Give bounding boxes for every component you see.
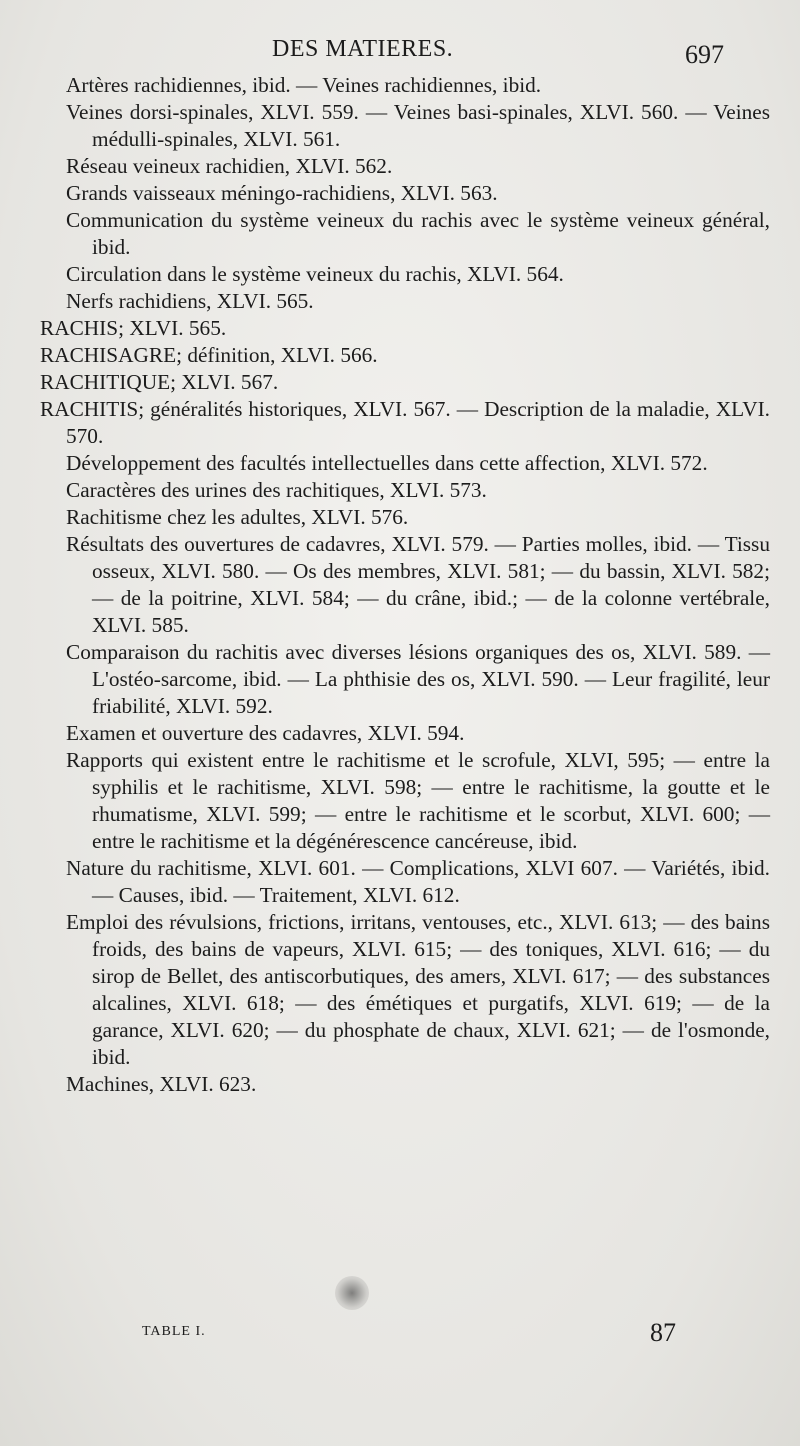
page-footer [0, 1318, 800, 1358]
index-entry: Emploi des révulsions, frictions, irritans, ventouses, etc., XLVI. 613; — des bains froids, des bains de vapeurs, XLVI. 615; — des toniques, XLVI. 616; — du sirop de Bellet, des antiscorbutiques, des amers, XLVI. 617; — des substances alcalines, XLVI. 618; — des émétiques et purgatifs, XLVI. 619; — de la garance, XLVI. 620; — du phosphate de chaux, XLVI. 621; — de l'osmonde, ibid. [66, 910, 770, 1069]
signature-mark: TABLE I. [142, 1324, 206, 1339]
index-entry: Examen et ouverture des cadavres, XLVI. 594. [66, 721, 465, 745]
index-entry: Circulation dans le système veineux du rachis, XLVI. 564. [66, 262, 564, 286]
index-entry: Résultats des ouvertures de cadavres, XLVI. 579. — Parties molles, ibid. — Tissu osseux, XLVI. 580. — Os des membres, XLVI. 581; — du bassin, XLVI. 582; — de la poitrine, XLVI. 584; — du crâne, ibid.; — de la colonne vertébrale, XLVI. 585. [66, 532, 770, 637]
index-entry: Nature du rachitisme, XLVI. 601. — Complications, XLVI 607. — Variétés, ibid. — Causes, ibid. — Traitement, XLVI. 612. [66, 856, 770, 907]
index-main-entry: RACHIS; XLVI. 565. [40, 316, 227, 340]
index-entry: Nerfs rachidiens, XLVI. 565. [66, 289, 314, 313]
index-entry: Veines dorsi-spinales, XLVI. 559. — Veines basi-spinales, XLVI. 560. — Veines médulli-spinales, XLVI. 561. [66, 100, 770, 151]
page-header [0, 32, 800, 72]
running-head: DES MATIERES. [272, 36, 454, 62]
page-number: 697 [685, 40, 724, 69]
index-entry: Rachitisme chez les adultes, XLVI. 576. [66, 505, 409, 529]
index-entry: Artères rachidiennes, ibid. — Veines rachidiennes, ibid. [66, 73, 542, 97]
index-entry: Comparaison du rachitis avec diverses lésions organiques des os, XLVI. 589. — L'ostéo-sarcome, ibid. — La phthisie des os, XLVI. 590. — Leur fragilité, leur friabilité, XLVI. 592. [66, 640, 770, 718]
index-entry: Machines, XLVI. 623. [66, 1072, 257, 1096]
index-entry: Grands vaisseaux méningo-rachidiens, XLVI. 563. [66, 181, 498, 205]
index-entry: Développement des facultés intellectuelles dans cette affection, XLVI. 572. [66, 451, 708, 475]
index-entry: Rapports qui existent entre le rachitisme et le scrofule, XLVI, 595; — entre la syphilis et le rachitisme, XLVI. 598; — entre le rachitisme, la goutte et le rhumatisme, XLVI. 599; — entre le rachitisme et le scorbut, XLVI. 600; — entre le rachitisme et la dégénérescence cancéreuse, ibid. [66, 748, 770, 853]
ink-blot [335, 1276, 369, 1310]
index-entry: Réseau veineux rachidien, XLVI. 562. [66, 154, 393, 178]
signature-number: 87 [650, 1318, 676, 1347]
index-main-entry: RACHITIQUE; XLVI. 567. [40, 370, 279, 394]
index-main-entry: RACHITIS; généralités historiques, XLVI. 567. — Description de la maladie, XLVI. 570. [40, 397, 770, 448]
index-entry: Caractères des urines des rachitiques, XLVI. 573. [66, 478, 487, 502]
index-main-entry: RACHISAGRE; définition, XLVI. 566. [40, 343, 378, 367]
index-entry: Communication du système veineux du rachis avec le système veineux général, ibid. [66, 208, 770, 259]
index-entries [40, 72, 770, 1098]
